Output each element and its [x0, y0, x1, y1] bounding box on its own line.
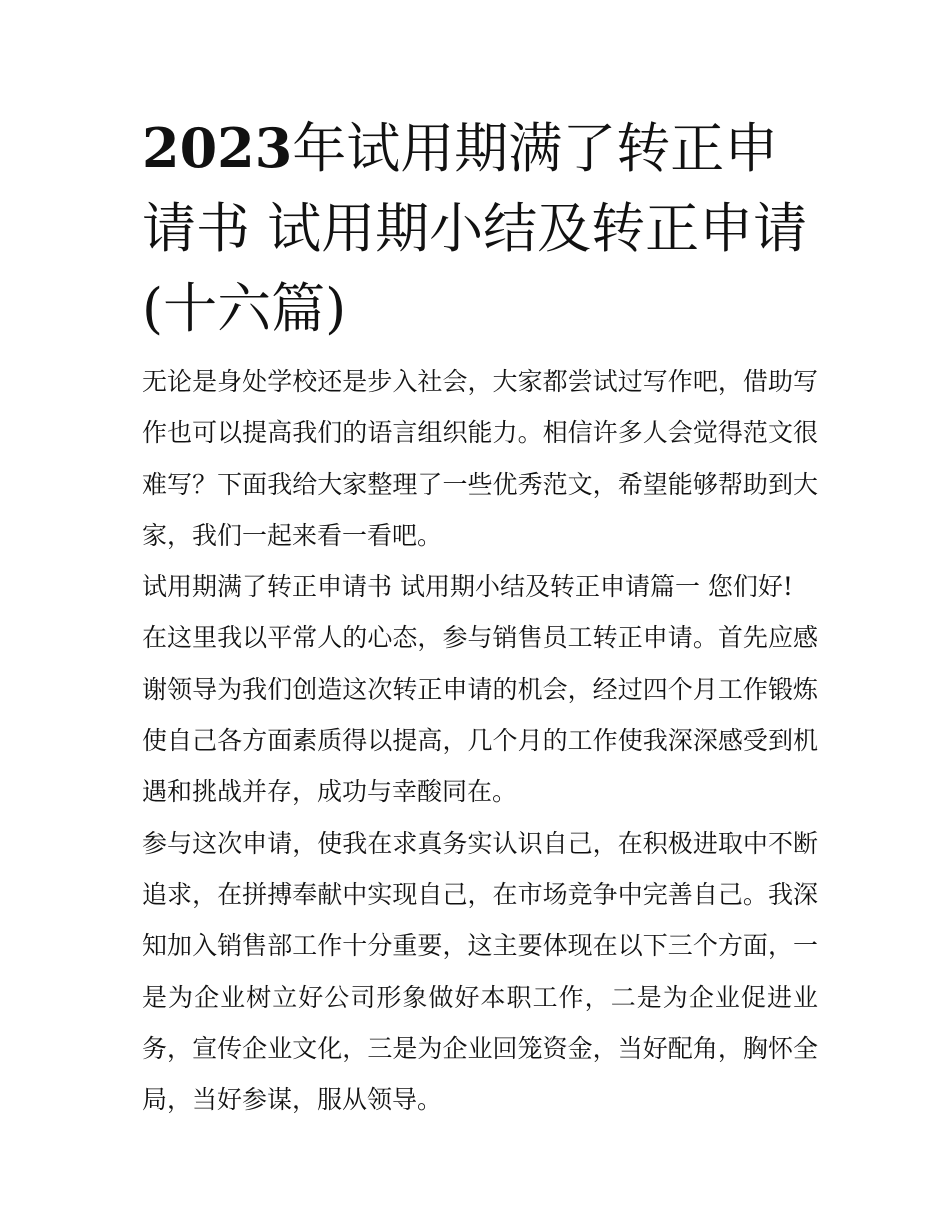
- title-year: 2023: [142, 116, 293, 180]
- document-title: [142, 108, 832, 349]
- body-paragraph: 参与这次申请，使我在求真务实认识自己，在积极进取中不断追求，在拼搏奉献中实现自己，在市场竞争中完善自己。我深知加入销售部工作十分重要，这主要体现在以下三个方面，一是为企业树立好公司形象做好本职工作，二是为企业促进业务，宣传企业文化，三是为企业回笼资金，当好配角，胸怀全局，当好参谋，服从领导。: [142, 828, 818, 1115]
- title-text: 年试用期满了转正申请书 试用期小结及转正申请(十六篇): [142, 117, 808, 340]
- document-body: [142, 356, 818, 1125]
- body-paragraph: 在这里我以平常人的心态，参与销售员工转正申请。首先应感谢领导为我们创造这次转正申请的机会，经过四个月工作锻炼使自己各方面素质得以提高，几个月的工作使我深深感受到机遇和挑战并存，成功与幸酸同在。: [142, 623, 818, 807]
- section-heading-paragraph: 试用期满了转正申请书 试用期小结及转正申请篇一 您们好!: [142, 572, 793, 602]
- intro-paragraph: 无论是身处学校还是步入社会，大家都尝试过写作吧，借助写作也可以提高我们的语言组织能力。相信许多人会觉得范文很难写？下面我给大家整理了一些优秀范文，希望能够帮助到大家，我们一起来看一看吧。: [142, 367, 818, 550]
